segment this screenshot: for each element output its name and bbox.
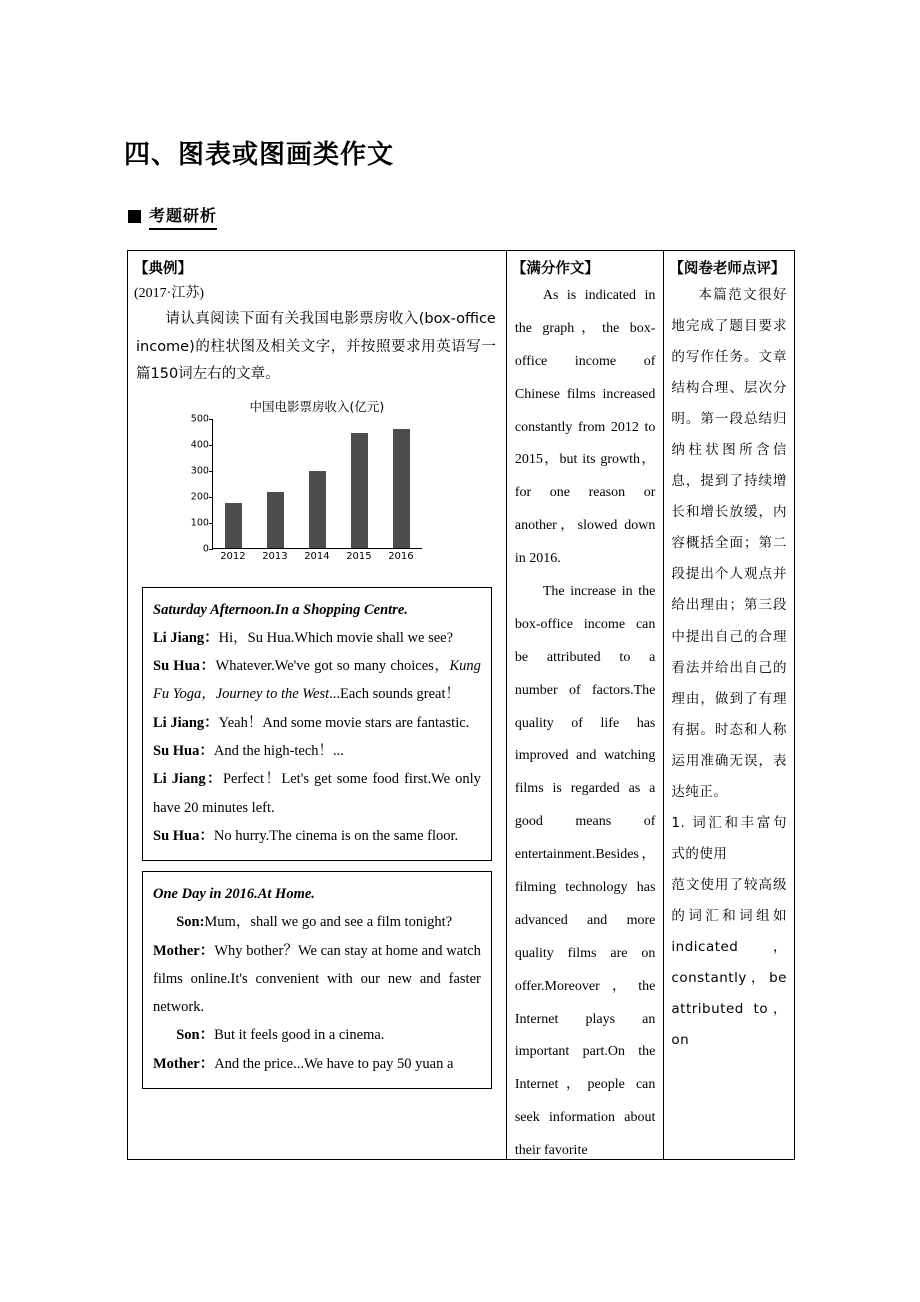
chart-x-tick: 2012 <box>220 550 246 562</box>
comment-body <box>664 278 794 1056</box>
chart-y-tick: 200 <box>190 491 209 503</box>
speaker-label: Mother： <box>153 942 215 959</box>
chart-y-tick-mark <box>209 419 213 420</box>
dialogue-box-1 <box>142 587 492 861</box>
comment-paragraph-3: 范文使用了较高级的词汇和词组如indicated，constantly，be attributed to，on <box>671 876 787 1049</box>
dialogue2-line-1 <box>153 908 481 936</box>
chart-bar <box>225 503 242 547</box>
example-prompt-text: 请认真阅读下面有关我国电影票房收入(box-office income)的柱状图及相关文字，并按照要求用英语写一篇150词左右的文章。 <box>136 311 496 383</box>
chart-y-tick: 100 <box>190 517 209 529</box>
line-text: But it feels good in a cinema. <box>214 1027 385 1044</box>
column-essay <box>507 251 665 1159</box>
bar-chart <box>157 397 477 577</box>
dialogue2-line-2 <box>153 937 481 1022</box>
line-text: Perfect！Let's get some food first.We only have 20 minutes left. <box>153 771 481 816</box>
dialogue1-line-5 <box>153 765 481 822</box>
dialogue-box-2 <box>142 871 492 1089</box>
speaker-label: Son: <box>176 914 205 931</box>
chart-x-tick: 2014 <box>304 550 330 562</box>
chart-y-tick-mark <box>209 497 213 498</box>
section-label: 考题研析 <box>149 203 217 230</box>
line-text: Whatever.We've got so many choices， <box>215 658 450 675</box>
chart-bar <box>267 492 284 548</box>
dialogue1-scene: Saturday Afternoon.In a Shopping Centre. <box>153 601 408 618</box>
column-example <box>128 251 507 1159</box>
line-text: Mum，shall we go and see a film tonight? <box>204 914 453 931</box>
essay-paragraph-1: As is indicated in the graph，the box-office income of Chinese films increased constantly from 2012 to 2015，but its growth，for one reason or another，slowed down in 2016. <box>514 288 656 567</box>
speaker-label: Mother： <box>153 1055 215 1072</box>
speaker-label: Li Jiang： <box>153 771 223 788</box>
chart-y-tick-mark <box>209 523 213 524</box>
dialogue1-line-6 <box>153 822 481 850</box>
dialogue1-line-2 <box>153 652 481 709</box>
line-text: And the price...We have to pay 50 yuan a <box>214 1055 454 1072</box>
speaker-label: Su Hua： <box>153 658 216 675</box>
chart-y-tick-mark <box>209 471 213 472</box>
dialogue2-scene: One Day in 2016.At Home. <box>153 886 315 903</box>
chart-bar <box>309 471 326 548</box>
chart-x-axis-labels <box>212 551 422 565</box>
example-source: (2017·江苏) <box>134 286 204 301</box>
speaker-label: Li Jiang： <box>153 629 219 646</box>
chart-y-tick: 500 <box>190 413 209 425</box>
chart-y-tick: 300 <box>190 465 209 477</box>
essay-body <box>507 278 664 1168</box>
line-text-tail: ...Each sounds great！ <box>329 686 461 703</box>
line-text: And the high-tech！... <box>213 742 344 759</box>
dialogue2-line-3 <box>153 1021 481 1049</box>
example-title: 【典例】 <box>134 261 192 277</box>
section-header <box>128 203 217 230</box>
chart-title: 中国电影票房收入(亿元) <box>249 398 385 414</box>
line-text: No hurry.The cinema is on the same floor. <box>213 827 459 844</box>
line-text: Hi，Su Hua.Which movie shall we see? <box>218 629 454 646</box>
line-text-italic: Kung Fu Yoga，Journey to the West <box>153 658 481 703</box>
speaker-label: Su Hua： <box>153 827 214 844</box>
dialogue1-line-1 <box>153 624 481 652</box>
chart-x-tick: 2015 <box>346 550 372 562</box>
line-text: Yeah！And some movie stars are fantastic. <box>218 714 470 731</box>
chart-x-tick: 2016 <box>388 550 414 562</box>
essay-title: 【满分作文】 <box>511 261 599 277</box>
comment-paragraph-2: 1. 词汇和丰富句式的使用 <box>671 814 787 862</box>
comment-paragraph-1: 本篇范文很好地完成了题目要求的写作任务。文章结构合理、层次分明。第一段总结归纳柱状图所含信息，提到了持续增长和增长放缓，内容概括全面；第二段提出个人观点并给出理由；第三段中提出自己的合理看法并给出自己的理由，做到了有理有据。时态和人称运用准确无误，表达纯正。 <box>671 287 787 800</box>
example-prompt <box>128 302 506 389</box>
line-text: Why bother？We can stay at home and watch films online.It's convenient with our new and faster network. <box>153 942 481 1016</box>
chart-x-tick: 2013 <box>262 550 288 562</box>
speaker-label: Li Jiang： <box>153 714 219 731</box>
column-comment <box>664 251 794 1159</box>
chart-plot-area <box>190 413 422 555</box>
dialogue1-line-3 <box>153 709 481 737</box>
chart-bar <box>393 429 410 547</box>
comment-title: 【阅卷老师点评】 <box>669 261 786 277</box>
chart-y-tick-mark <box>209 549 213 550</box>
chart-y-tick-mark <box>209 445 213 446</box>
speaker-label: Su Hua： <box>153 742 214 759</box>
square-bullet-icon <box>128 210 141 223</box>
essay-paragraph-2: The increase in the box-office income can be attributed to a number of factors.The quality of life has improved and watching films is regarded as a good means of entertainment.Besides，filming technology has advanced and more quality films are on offer.Moreover，the Internet plays an important part.On the Internet，people can seek information about their favorite <box>514 584 656 1159</box>
dialogue2-line-4 <box>153 1050 481 1078</box>
content-table <box>127 250 795 1160</box>
dialogue1-line-4 <box>153 737 481 765</box>
chart-y-tick: 0 <box>202 543 209 555</box>
page-title: 四、图表或图画类作文 <box>124 140 395 170</box>
chart-y-tick: 400 <box>190 439 209 451</box>
chart-bar <box>351 433 368 547</box>
speaker-label: Son： <box>176 1027 215 1044</box>
